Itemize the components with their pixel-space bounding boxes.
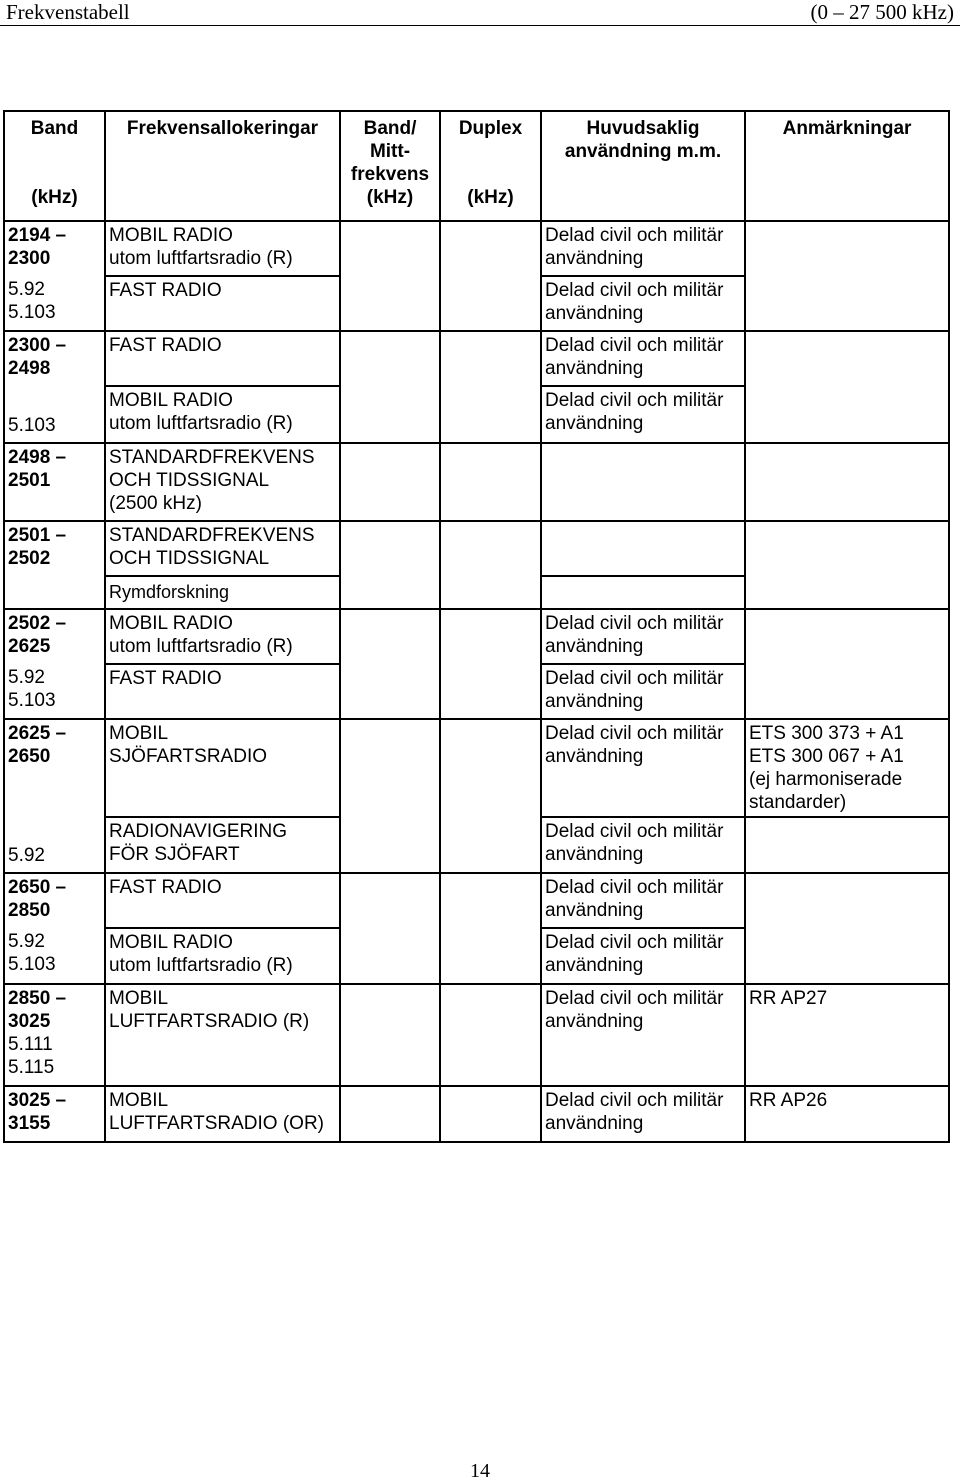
table-row	[4, 609, 949, 664]
alloc-cell: MOBIL LUFTFARTSRADIO (R)	[105, 984, 340, 1086]
remarks-cell: RR AP27	[745, 984, 949, 1086]
alloc-cell: FAST RADIO	[105, 664, 340, 719]
table-row	[4, 221, 949, 276]
alloc-cell: FAST RADIO	[105, 873, 340, 928]
remarks-cell	[745, 221, 949, 276]
col-center-label: Band/ Mitt- frekvens	[350, 118, 430, 185]
duplex-cell	[440, 664, 541, 719]
col-usage	[541, 111, 745, 221]
remarks-cell	[745, 817, 949, 873]
band-cell: 2300 – 2498	[4, 331, 105, 386]
duplex-cell	[440, 609, 541, 664]
remarks-cell	[745, 664, 949, 719]
center-cell	[340, 873, 440, 928]
alloc-cell: FAST RADIO	[105, 276, 340, 331]
band-cell: 2501 – 2502	[4, 521, 105, 576]
band-cell: 2625 – 2650	[4, 719, 105, 817]
table-row	[4, 443, 949, 521]
usage-cell: Delad civil och militär användning	[541, 609, 745, 664]
usage-cell: Delad civil och militär användning	[541, 221, 745, 276]
remarks-cell	[745, 331, 949, 386]
col-remarks-label: Anmärkningar	[782, 118, 912, 139]
remarks-cell	[745, 609, 949, 664]
alloc-cell: Rymdforskning	[105, 576, 340, 609]
usage-cell: Delad civil och militär användning	[541, 873, 745, 928]
center-cell	[340, 928, 440, 984]
alloc-cell: MOBIL RADIO utom luftfartsradio (R)	[105, 386, 340, 443]
band-cell: 2498 – 2501	[4, 443, 105, 521]
usage-cell: Delad civil och militär användning	[541, 817, 745, 873]
center-cell	[340, 386, 440, 443]
alloc-cell: MOBIL RADIO utom luftfartsradio (R)	[105, 928, 340, 984]
usage-cell	[541, 443, 745, 521]
band-range: 2850 – 3025	[8, 988, 67, 1032]
band-cell	[4, 984, 105, 1086]
col-center	[340, 111, 440, 221]
col-center-unit: (kHz)	[366, 187, 414, 208]
page-title: Frekvenstabell	[6, 0, 130, 24]
band-cell: 2650 – 2850	[4, 873, 105, 928]
usage-cell	[541, 576, 745, 609]
center-cell	[340, 521, 440, 576]
alloc-cell: RADIONAVIGERING FÖR SJÖFART	[105, 817, 340, 873]
alloc-cell: MOBIL RADIO utom luftfartsradio (R)	[105, 221, 340, 276]
center-cell	[340, 609, 440, 664]
center-cell	[340, 221, 440, 276]
center-cell	[340, 664, 440, 719]
remarks-cell	[745, 521, 949, 576]
col-band-label: Band	[30, 118, 79, 139]
table-row	[4, 576, 949, 609]
col-alloc-label: Frekvensallokeringar	[126, 118, 319, 139]
table-row	[4, 331, 949, 386]
remarks-cell: ETS 300 373 + A1 ETS 300 067 + A1 (ej harmoniserade standarder)	[745, 719, 949, 817]
col-duplex	[440, 111, 541, 221]
frequency-table	[3, 110, 950, 1143]
duplex-cell	[440, 1086, 541, 1142]
band-cell: 5.92 5.103	[4, 276, 105, 331]
band-cell: 5.92	[4, 817, 105, 873]
table-row	[4, 1086, 949, 1142]
band-cell	[4, 576, 105, 609]
col-duplex-unit: (kHz)	[467, 187, 514, 208]
usage-cell: Delad civil och militär användning	[541, 386, 745, 443]
table-row	[4, 276, 949, 331]
col-duplex-label: Duplex	[458, 118, 523, 139]
alloc-cell: MOBIL LUFTFARTSRADIO (OR)	[105, 1086, 340, 1142]
band-cell: 2194 – 2300	[4, 221, 105, 276]
band-cell: 3025 – 3155	[4, 1086, 105, 1142]
center-cell	[340, 817, 440, 873]
usage-cell: Delad civil och militär användning	[541, 719, 745, 817]
band-cell: 2502 – 2625	[4, 609, 105, 664]
col-band	[4, 111, 105, 221]
duplex-cell	[440, 331, 541, 386]
usage-cell: Delad civil och militär användning	[541, 984, 745, 1086]
usage-cell: Delad civil och militär användning	[541, 664, 745, 719]
duplex-cell	[440, 521, 541, 576]
remarks-cell	[745, 873, 949, 928]
center-cell	[340, 984, 440, 1086]
table-header-row	[4, 111, 949, 221]
col-remarks	[745, 111, 949, 221]
band-cell: 5.92 5.103	[4, 664, 105, 719]
remarks-cell	[745, 386, 949, 443]
duplex-cell	[440, 984, 541, 1086]
alloc-cell: FAST RADIO	[105, 331, 340, 386]
table-row	[4, 386, 949, 443]
table-row	[4, 984, 949, 1086]
duplex-cell	[440, 817, 541, 873]
duplex-cell	[440, 221, 541, 276]
duplex-cell	[440, 386, 541, 443]
table-row	[4, 664, 949, 719]
col-band-unit: (kHz)	[31, 187, 78, 208]
remarks-cell	[745, 576, 949, 609]
usage-cell: Delad civil och militär användning	[541, 276, 745, 331]
frequency-range: (0 – 27 500 kHz)	[810, 0, 954, 24]
duplex-cell	[440, 719, 541, 817]
page-header	[0, 0, 960, 24]
table-row	[4, 873, 949, 928]
center-cell	[340, 719, 440, 817]
col-usage-label: Huvudsaklig användning m.m.	[564, 118, 722, 162]
alloc-cell: STANDARDFREKVENS OCH TIDSSIGNAL (2500 kHz)	[105, 443, 340, 521]
band-cell: 5.103	[4, 386, 105, 443]
duplex-cell	[440, 276, 541, 331]
band-cell: 5.92 5.103	[4, 928, 105, 984]
center-cell	[340, 1086, 440, 1142]
remarks-cell	[745, 928, 949, 984]
usage-cell	[541, 521, 745, 576]
alloc-cell: STANDARDFREKVENS OCH TIDSSIGNAL	[105, 521, 340, 576]
col-alloc	[105, 111, 340, 221]
remarks-cell: RR AP26	[745, 1086, 949, 1142]
page-number: 14	[470, 1460, 490, 1482]
center-cell	[340, 331, 440, 386]
usage-cell: Delad civil och militär användning	[541, 928, 745, 984]
duplex-cell	[440, 576, 541, 609]
duplex-cell	[440, 928, 541, 984]
usage-cell: Delad civil och militär användning	[541, 331, 745, 386]
table-row	[4, 817, 949, 873]
table-row	[4, 928, 949, 984]
usage-cell: Delad civil och militär användning	[541, 1086, 745, 1142]
table-row	[4, 719, 949, 817]
table-row	[4, 521, 949, 576]
remarks-cell	[745, 276, 949, 331]
center-cell	[340, 576, 440, 609]
alloc-cell: MOBIL RADIO utom luftfartsradio (R)	[105, 609, 340, 664]
remarks-cell	[745, 443, 949, 521]
band-notes: 5.111 5.115	[8, 1034, 55, 1078]
center-cell	[340, 443, 440, 521]
duplex-cell	[440, 873, 541, 928]
header-rule	[0, 25, 960, 26]
alloc-cell: MOBIL SJÖFARTSRADIO	[105, 719, 340, 817]
duplex-cell	[440, 443, 541, 521]
center-cell	[340, 276, 440, 331]
